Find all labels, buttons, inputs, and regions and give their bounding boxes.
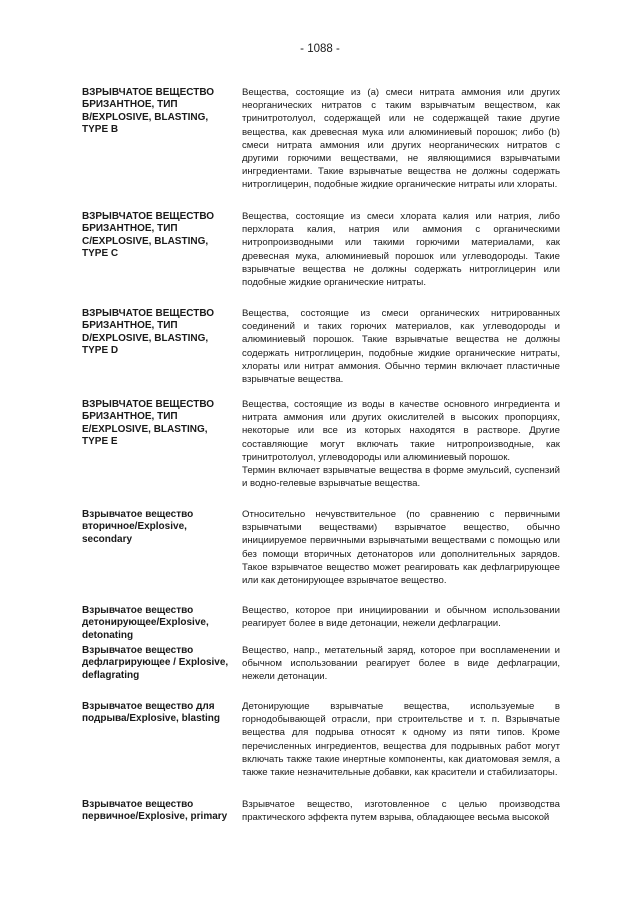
glossary-entry	[82, 86, 560, 210]
definition-paragraph: Вещество, напр., метательный заряд, которое при воспламенении и обычном использовании реагирует более в виде дефлаграции, нежели детонации.	[242, 645, 560, 683]
glossary-entry	[82, 210, 560, 307]
definition-paragraph: Взрывчатое вещество, изготовленное с целью производства практического эффекта путем взрыва, обладающее весьма высокой	[242, 799, 560, 824]
entry-definition	[242, 210, 560, 307]
page-number: - 1088 -	[300, 43, 340, 55]
entry-term: ВЗРЫВЧАТОЕ ВЕЩЕСТВО БРИЗАНТНОЕ, ТИП E/EXPLOSIVE, BLASTING, TYPE E	[82, 399, 215, 447]
glossary-entry	[82, 604, 560, 644]
glossary-entries	[82, 86, 560, 838]
entry-definition	[242, 398, 560, 508]
entry-definition	[242, 604, 560, 644]
entry-term: ВЗРЫВЧАТОЕ ВЕЩЕСТВО БРИЗАНТНОЕ, ТИП D/EXPLOSIVE, BLASTING, TYPE D	[82, 308, 215, 356]
entry-definition	[242, 644, 560, 700]
entry-term: Взрывчатое вещество вторичное/Explosive, secondary	[82, 509, 194, 545]
definition-paragraph: Вещества, состоящие из смеси органических нитрированных соединений и таких горючих материалов, как углеводороды и алюминиевый порошок. Такие взрывчатые вещества не должны содержать нитроглицерин, подобные жидкие органические нитраты, хлораты или нитрат аммония. Обычно термин включает пластичные взрывчатые вещества.	[242, 308, 560, 386]
glossary-entry	[82, 644, 560, 700]
definition-paragraph: Относительно нечувствительное (по сравнению с первичными взрывчатыми веществами) взрывчатое вещество, обычно инициируемое первичными взрывчатыми веществами с помощью или без помощи вторичных детонаторов или дополнительных зарядов. Такое взрывчатое вещество может реагировать как дефлагрирующее или как детонирующее взрывчатое вещество.	[242, 509, 560, 587]
definition-paragraph: Вещества, состоящие из воды в качестве основного ингредиента и нитрата аммония или других окислителей в высоких пропорциях, некоторые или все из которых находятся в растворе. Другие составляющие могут включать такие нитропроизводные, как тринитротолуол, углеводороды или алюминиевый порошок.	[242, 399, 560, 463]
definition-paragraph: Вещества, состоящие из (a) смеси нитрата аммония или других неорганических нитратов с таким взрывчатым веществом, как тринитротолуол, содержащей или не содержащей такие другие вещества, как древесная мука или алюминиевый порошок; либо (b) смеси нитрата аммония или других неорганических нитратов с другими горючими веществами, не являющимися взрывчатыми ингредиентами. Такие взрывчатые вещества не должны содержать нитроглицерин, подобные жидкие органические нитраты или хлораты.	[242, 87, 560, 191]
entry-term: Взрывчатое вещество детонирующее/Explosive, detonating	[82, 605, 209, 641]
entry-term: ВЗРЫВЧАТОЕ ВЕЩЕСТВО БРИЗАНТНОЕ, ТИП В/EXPLOSIVE, BLASTING, TYPE B	[82, 87, 215, 135]
definition-paragraph: Детонирующие взрывчатые вещества, используемые в горнодобывающей отрасли, при строительстве и т. п. Взрывчатые вещества для подрыва относят к одному из пяти типов. Кроме перечисленных ингредиентов, вещества для подрывных работ могут включать также такие инертные компоненты, как диатомовая земля, а также такие незначительные добавки, как красители и стабилизаторы.	[242, 701, 560, 779]
entry-term: Взрывчатое вещество дефлагрирующее / Explosive, deflagrating	[82, 645, 229, 681]
entry-term: Взрывчатое вещество для подрыва/Explosive, blasting	[82, 701, 220, 725]
definition-paragraph: Термин включает взрывчатые вещества в форме эмульсий, суспензий и водно-гелевые взрывчатые вещества.	[242, 465, 560, 490]
entry-definition	[242, 307, 560, 398]
entry-definition	[242, 86, 560, 210]
entry-definition	[242, 508, 560, 604]
entry-term: Взрывчатое вещество первичное/Explosive, primary	[82, 799, 228, 823]
glossary-entry	[82, 508, 560, 604]
entry-definition	[242, 700, 560, 798]
glossary-entry	[82, 307, 560, 398]
definition-paragraph: Вещество, которое при инициировании и обычном использовании реагирует более в виде детонации, нежели дефлаграции.	[242, 605, 560, 630]
entry-term: ВЗРЫВЧАТОЕ ВЕЩЕСТВО БРИЗАНТНОЕ, ТИП C/EXPLOSIVE, BLASTING, TYPE C	[82, 211, 215, 259]
glossary-entry	[82, 398, 560, 508]
definition-paragraph: Вещества, состоящие из смеси хлората калия или натрия, либо перхлората калия, натрия или аммония с органическими нитропроизводными или такими горючими материалами, как древесная мука, алюминиевый порошок или углеводороды. Такие взрывчатые вещества не должны содержать нитроглицерин или подобные жидкие органические нитраты.	[242, 211, 560, 289]
glossary-entry	[82, 700, 560, 798]
glossary-entry	[82, 798, 560, 838]
entry-definition	[242, 798, 560, 838]
